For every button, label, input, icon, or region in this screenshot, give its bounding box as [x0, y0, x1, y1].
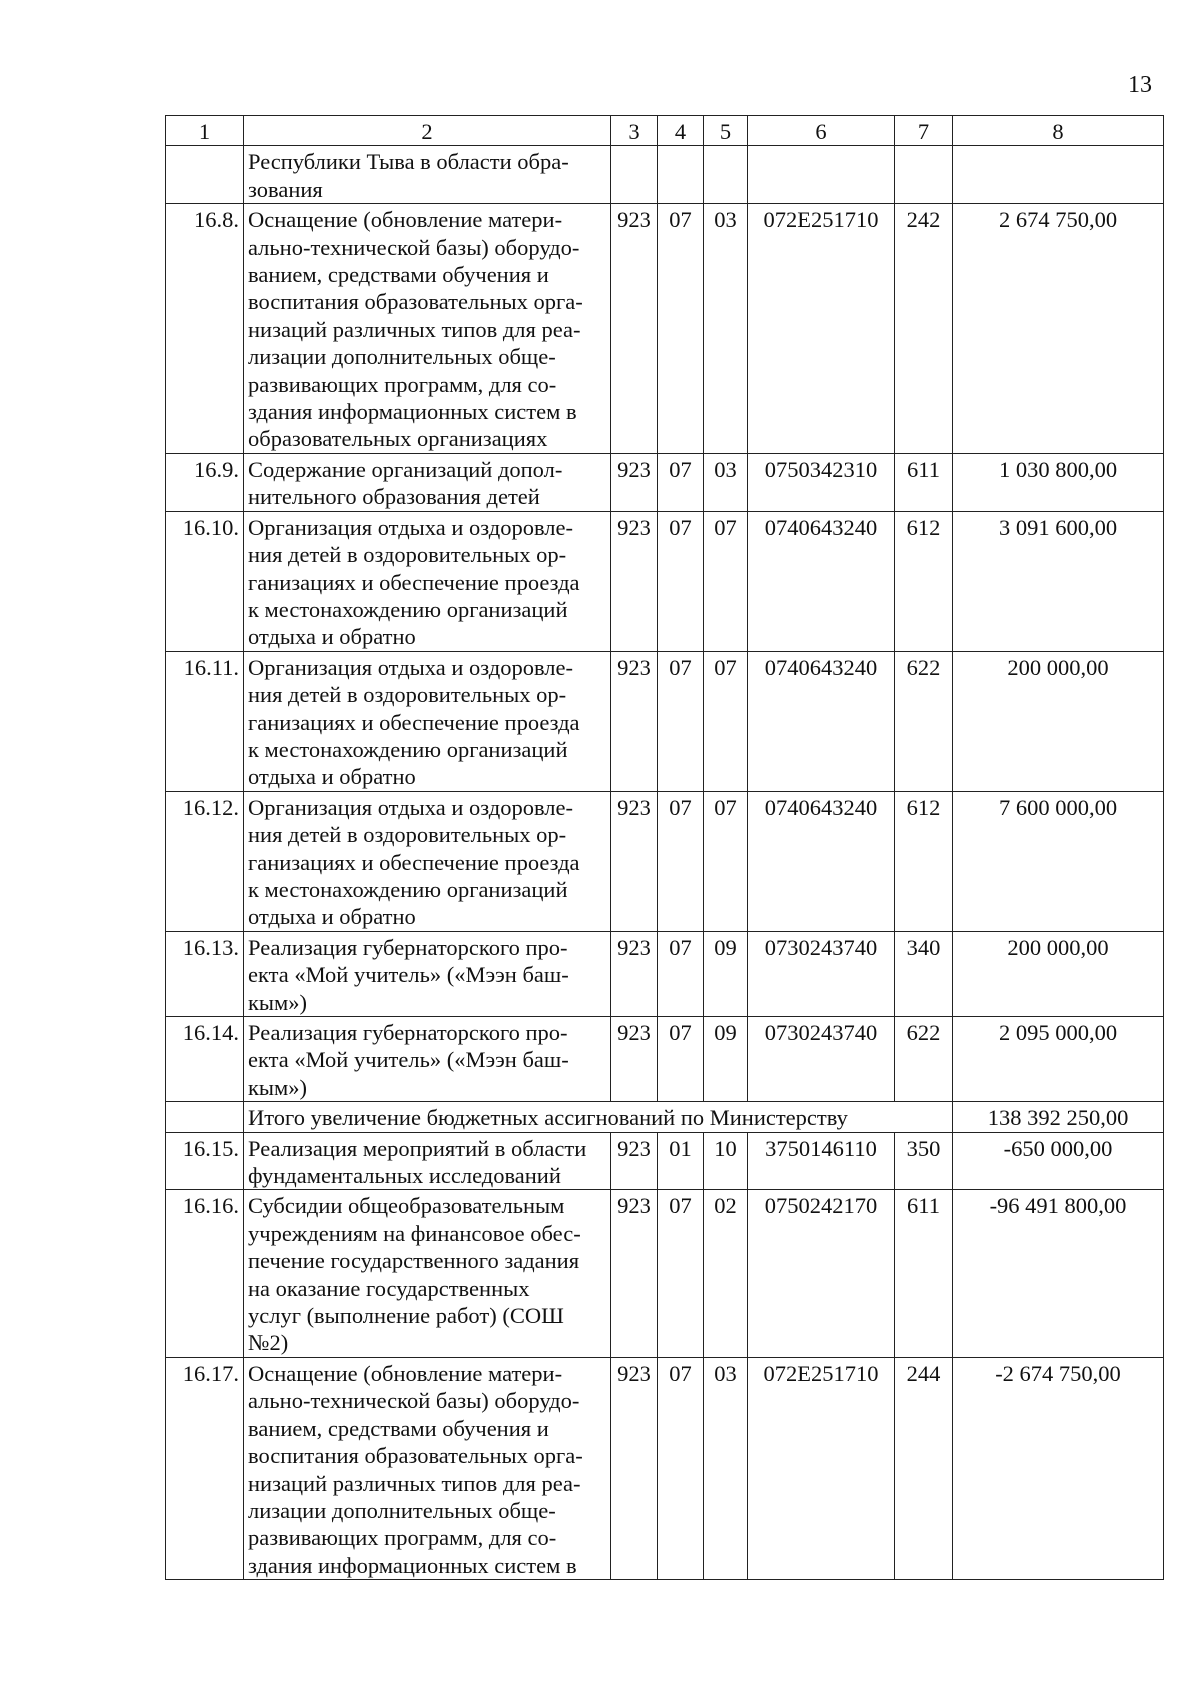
amount: 2 674 750,00 — [953, 204, 1164, 454]
section-code: 07 — [658, 204, 704, 454]
department-code: 923 — [611, 791, 658, 931]
column-header: 3 — [611, 116, 658, 146]
row-number: 16.17. — [166, 1357, 244, 1579]
target-article-code: 072E251710 — [748, 204, 895, 454]
target-article-code: 0740643240 — [748, 791, 895, 931]
amount: 200 000,00 — [953, 931, 1164, 1016]
expense-type-code: 350 — [895, 1132, 953, 1190]
target-article-code: 0750242170 — [748, 1190, 895, 1357]
department-code: 923 — [611, 651, 658, 791]
header-row — [166, 116, 1164, 146]
amount: -96 491 800,00 — [953, 1190, 1164, 1357]
column-header: 2 — [244, 116, 611, 146]
target-article-code: 0730243740 — [748, 931, 895, 1016]
column-header: 8 — [953, 116, 1164, 146]
amount: -2 674 750,00 — [953, 1357, 1164, 1579]
expense-type-code: 612 — [895, 791, 953, 931]
table-row — [166, 146, 1164, 204]
department-code: 923 — [611, 511, 658, 651]
department-code: 923 — [611, 1132, 658, 1190]
section-code: 07 — [658, 1017, 704, 1102]
column-header: 4 — [658, 116, 704, 146]
department-code — [611, 146, 658, 204]
department-code: 923 — [611, 1357, 658, 1579]
item-description: Организация отдыха и оздоровле- ния детей в оздоровительных ор- ганизациях и обеспечение проезда к местонахождению организаций отдыха и обратно — [244, 791, 611, 931]
table-row — [166, 931, 1164, 1016]
item-description: Организация отдыха и оздоровле- ния детей в оздоровительных ор- ганизациях и обеспечение проезда к местонахождению организаций отдыха и обратно — [244, 651, 611, 791]
section-code: 07 — [658, 511, 704, 651]
expense-type-code: 611 — [895, 1190, 953, 1357]
amount: 200 000,00 — [953, 651, 1164, 791]
section-code: 07 — [658, 791, 704, 931]
row-number: 16.12. — [166, 791, 244, 931]
column-header: 1 — [166, 116, 244, 146]
department-code: 923 — [611, 931, 658, 1016]
table-row — [166, 1132, 1164, 1190]
row-number: 16.8. — [166, 204, 244, 454]
subsection-code: 07 — [704, 511, 748, 651]
department-code: 923 — [611, 204, 658, 454]
section-code: 01 — [658, 1132, 704, 1190]
column-header: 6 — [748, 116, 895, 146]
table-row — [166, 1357, 1164, 1579]
subsection-code: 10 — [704, 1132, 748, 1190]
item-description: Реализация губернаторского про- екта «Мой учитель» («Мээн баш- кым») — [244, 1017, 611, 1102]
section-code: 07 — [658, 931, 704, 1016]
item-description: Субсидии общеобразовательным учреждениям на финансовое обес- печение государственного задания на оказание государственных услуг (выполнение работ) (СОШ №2) — [244, 1190, 611, 1357]
subsection-code — [704, 146, 748, 204]
subsection-code: 02 — [704, 1190, 748, 1357]
item-description: Оснащение (обновление матери- ально-технической базы) оборудо- ванием, средствами обучения и воспитания образовательных орга- низаций различных типов для реа- лизации дополнительных обще- развивающих программ, для со- здания информационных систем в — [244, 1357, 611, 1579]
department-code: 923 — [611, 453, 658, 511]
table-row — [166, 204, 1164, 454]
amount: 3 091 600,00 — [953, 511, 1164, 651]
section-code: 07 — [658, 651, 704, 791]
table-body — [166, 146, 1164, 1580]
amount: 7 600 000,00 — [953, 791, 1164, 931]
item-description: Реализация губернаторского про- екта «Мой учитель» («Мээн баш- кым») — [244, 931, 611, 1016]
target-article-code: 3750146110 — [748, 1132, 895, 1190]
expense-type-code: 622 — [895, 1017, 953, 1102]
row-number — [166, 146, 244, 204]
row-number: 16.13. — [166, 931, 244, 1016]
row-number: 16.16. — [166, 1190, 244, 1357]
expense-type-code: 611 — [895, 453, 953, 511]
section-code — [658, 146, 704, 204]
column-header: 7 — [895, 116, 953, 146]
table-row — [166, 1190, 1164, 1357]
target-article-code: 0740643240 — [748, 651, 895, 791]
subsection-code: 07 — [704, 651, 748, 791]
row-number: 16.14. — [166, 1017, 244, 1102]
subsection-code: 07 — [704, 791, 748, 931]
section-code: 07 — [658, 453, 704, 511]
total-label: Итого увеличение бюджетных ассигнований по Министерству — [244, 1102, 953, 1132]
row-number: 16.9. — [166, 453, 244, 511]
total-row — [166, 1102, 1164, 1132]
target-article-code: 0730243740 — [748, 1017, 895, 1102]
subsection-code: 03 — [704, 1357, 748, 1579]
item-description: Оснащение (обновление матери- ально-технической базы) оборудо- ванием, средствами обучения и воспитания образовательных орга- низаций различных типов для реа- лизации дополнительных обще- развивающих программ, для со- здания информационных систем в образовательных организациях — [244, 204, 611, 454]
subsection-code: 03 — [704, 453, 748, 511]
item-description: Организация отдыха и оздоровле- ния детей в оздоровительных ор- ганизациях и обеспечение проезда к местонахождению организаций отдыха и обратно — [244, 511, 611, 651]
expense-type-code: 622 — [895, 651, 953, 791]
table-row — [166, 511, 1164, 651]
table-row — [166, 651, 1164, 791]
subsection-code: 09 — [704, 931, 748, 1016]
row-number: 16.10. — [166, 511, 244, 651]
expense-type-code: 244 — [895, 1357, 953, 1579]
target-article-code — [748, 146, 895, 204]
item-description: Содержание организаций допол- нительного образования детей — [244, 453, 611, 511]
section-code: 07 — [658, 1190, 704, 1357]
table-row — [166, 1017, 1164, 1102]
row-number — [166, 1102, 244, 1132]
amount: -650 000,00 — [953, 1132, 1164, 1190]
subsection-code: 03 — [704, 204, 748, 454]
amount — [953, 146, 1164, 204]
amount: 1 030 800,00 — [953, 453, 1164, 511]
row-number: 16.15. — [166, 1132, 244, 1190]
total-amount: 138 392 250,00 — [953, 1102, 1164, 1132]
expense-type-code: 242 — [895, 204, 953, 454]
table-row — [166, 453, 1164, 511]
expense-type-code: 612 — [895, 511, 953, 651]
page-number: 13 — [1128, 72, 1152, 98]
expense-type-code: 340 — [895, 931, 953, 1016]
column-header: 5 — [704, 116, 748, 146]
section-code: 07 — [658, 1357, 704, 1579]
item-description: Республики Тыва в области обра- зования — [244, 146, 611, 204]
target-article-code: 0750342310 — [748, 453, 895, 511]
expense-type-code — [895, 146, 953, 204]
department-code: 923 — [611, 1190, 658, 1357]
target-article-code: 072E251710 — [748, 1357, 895, 1579]
subsection-code: 09 — [704, 1017, 748, 1102]
table-row — [166, 791, 1164, 931]
target-article-code: 0740643240 — [748, 511, 895, 651]
item-description: Реализация мероприятий в области фундаментальных исследований — [244, 1132, 611, 1190]
department-code: 923 — [611, 1017, 658, 1102]
row-number: 16.11. — [166, 651, 244, 791]
amount: 2 095 000,00 — [953, 1017, 1164, 1102]
budget-table — [165, 115, 1164, 1580]
